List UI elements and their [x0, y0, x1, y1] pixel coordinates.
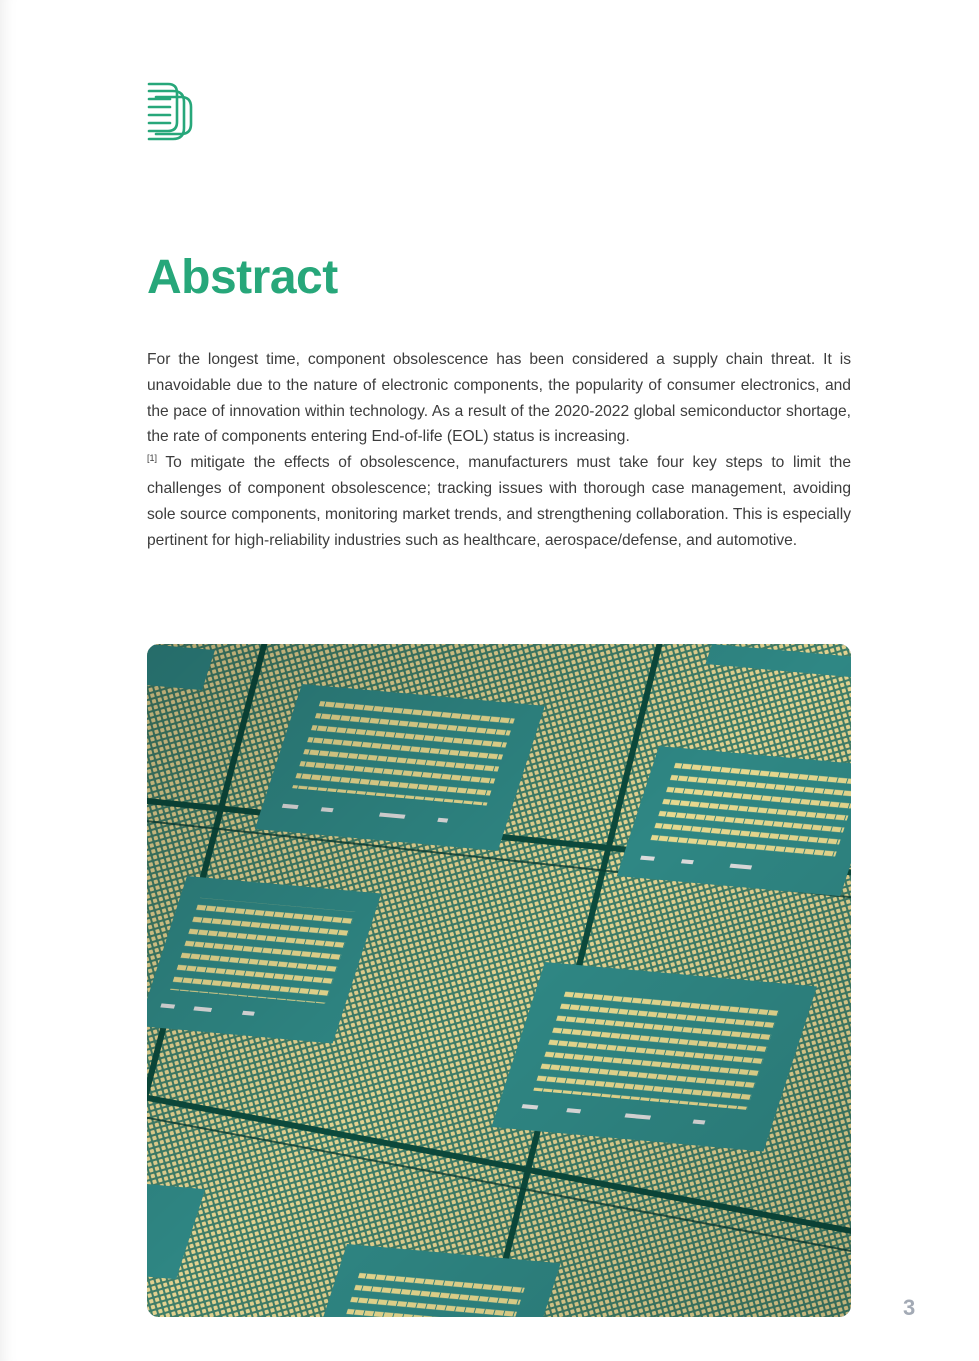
abstract-text-part1: For the longest time, component obsolescence has been considered a supply chain threat. It is unavoidable due to the nature of electronic components, the popularity of consumer electronics, and the pace of innovation within technology. As a result of the 2020-2022 global semiconductor shortage, the rate of components entering End-of-life (EOL) status is increasing.: [147, 351, 851, 446]
abstract-text-part2: To mitigate the effects of obsolescence, manufacturers must take four key steps to limit the challenges of component obsolescence; tracking issues with thorough case management, avoiding sole source components, monitoring market trends, and strengthening collaboration. This is especially pertinent for high-reliability industries such as healthcare, aerospace/defense, and automotive.: [147, 454, 851, 549]
abstract-paragraph: [147, 347, 851, 553]
brand-logo-icon: [146, 78, 198, 144]
page-number: 3: [903, 1295, 916, 1320]
processor-chips-photo: [147, 644, 851, 1317]
chip-grid-illustration: [147, 644, 851, 1317]
citation-link[interactable]: [1]: [147, 453, 158, 464]
page-title: Abstract: [147, 251, 338, 304]
